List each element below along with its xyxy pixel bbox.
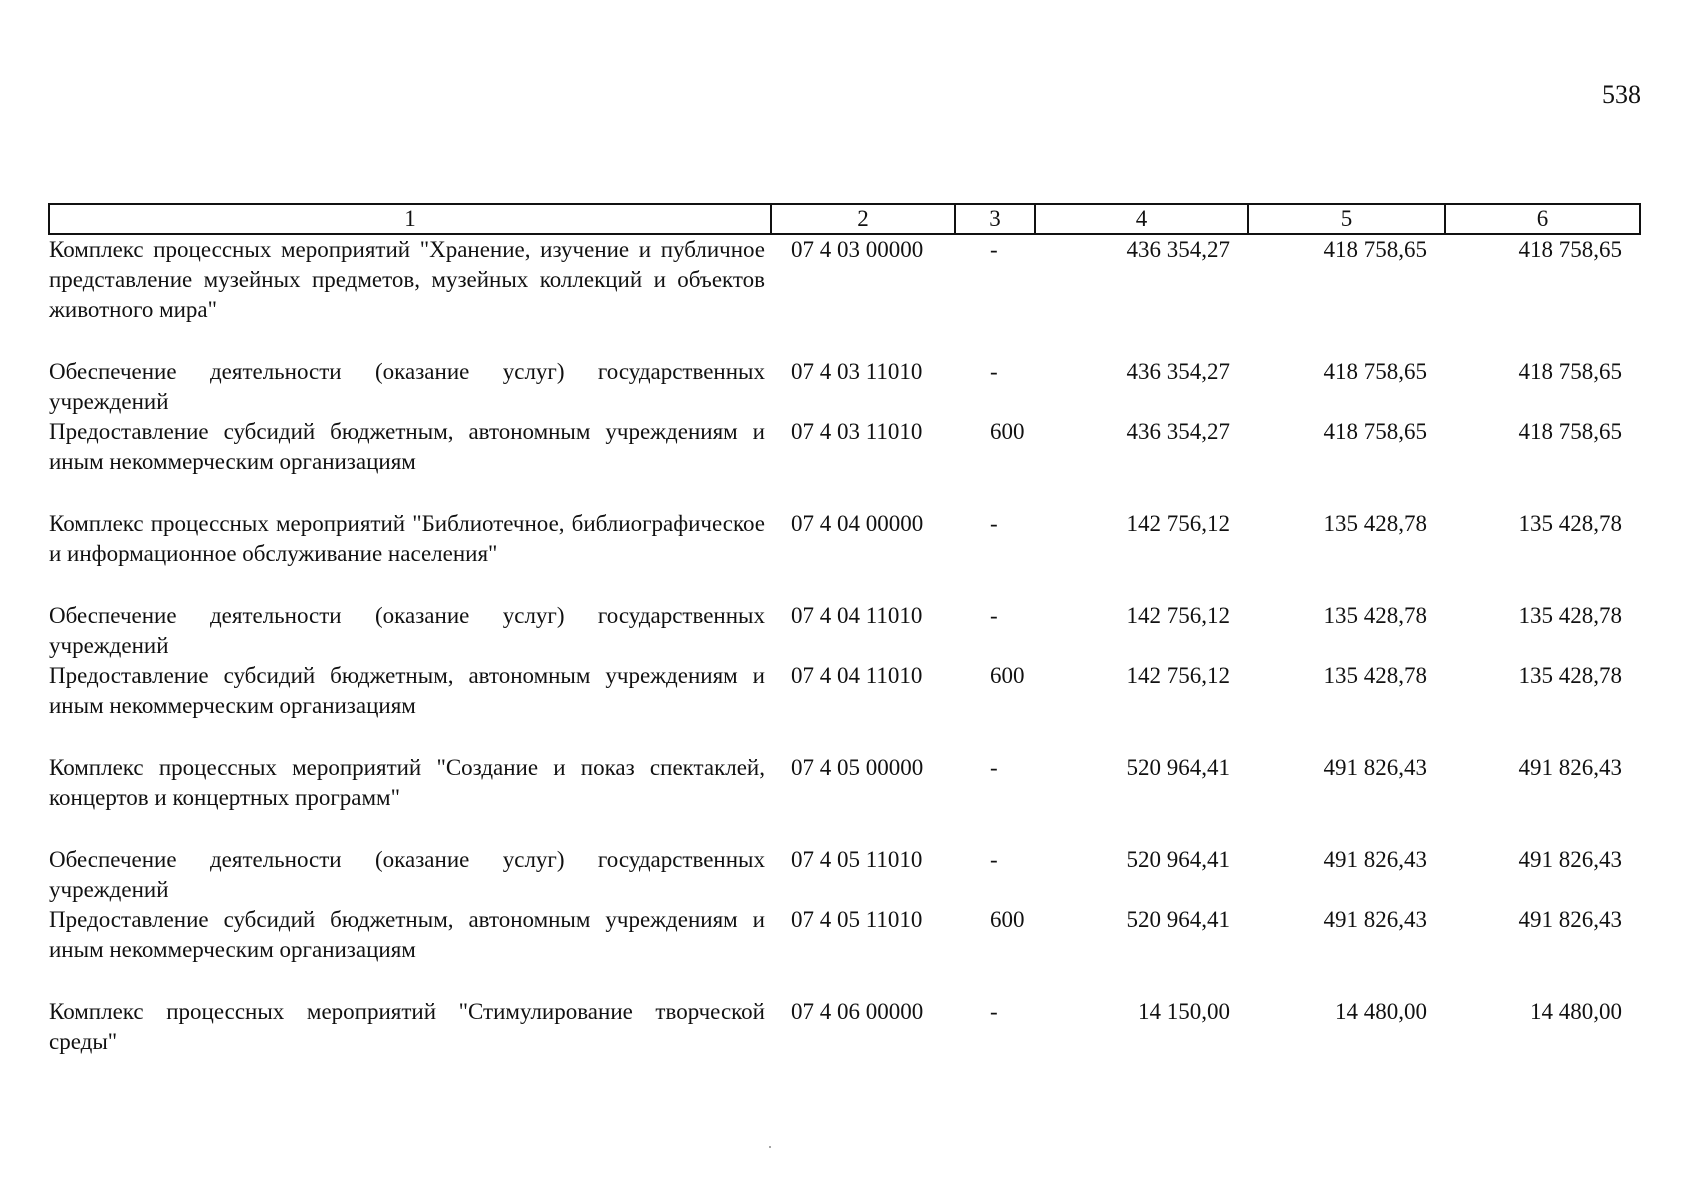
- row-expense-type: -: [990, 847, 998, 872]
- budget-table: [48, 203, 1641, 1057]
- row-value-5: 418 758,65: [1323, 237, 1427, 262]
- header-col-2: 2: [771, 204, 955, 234]
- row-value-5: 491 826,43: [1323, 755, 1427, 780]
- row-value-6: 418 758,65: [1518, 237, 1622, 262]
- row-name: Обеспечение деятельности (оказание услуг) государственных учреждений: [49, 847, 765, 902]
- row-name: Предоставление субсидий бюджетным, автономным учреждениям и иным некоммерческим организациям: [49, 419, 765, 474]
- row-value-5: 418 758,65: [1323, 419, 1427, 444]
- table-row: [49, 661, 1640, 753]
- row-value-4: 520 964,41: [1126, 755, 1230, 780]
- header-col-3: 3: [955, 204, 1035, 234]
- row-expense-type: -: [990, 237, 998, 262]
- row-code: 07 4 04 11010: [791, 663, 923, 688]
- row-code: 07 4 04 11010: [791, 603, 923, 628]
- row-name: Комплекс процессных мероприятий "Библиотечное, библиографическое и информационное обслуживание населения": [49, 511, 765, 566]
- row-expense-type: -: [990, 511, 998, 536]
- row-expense-type: -: [990, 603, 998, 628]
- header-col-6: 6: [1445, 204, 1640, 234]
- table-row: [49, 234, 1640, 357]
- row-value-6: 491 826,43: [1518, 907, 1622, 932]
- row-value-5: 491 826,43: [1323, 847, 1427, 872]
- row-value-5: 14 480,00: [1335, 999, 1427, 1024]
- row-value-6: 14 480,00: [1530, 999, 1622, 1024]
- row-code: 07 4 03 00000: [791, 237, 924, 262]
- row-name: Предоставление субсидий бюджетным, автономным учреждениям и иным некоммерческим организациям: [49, 663, 765, 718]
- table-row: [49, 905, 1640, 997]
- row-expense-type: -: [990, 999, 998, 1024]
- header-col-1: 1: [49, 204, 771, 234]
- table-row: [49, 357, 1640, 417]
- row-expense-type: 600: [990, 907, 1025, 932]
- row-code: 07 4 05 00000: [791, 755, 924, 780]
- row-name: Комплекс процессных мероприятий "Стимулирование творческой среды": [49, 999, 765, 1054]
- row-value-4: 520 964,41: [1126, 847, 1230, 872]
- row-value-6: 491 826,43: [1518, 847, 1622, 872]
- header-col-4: 4: [1035, 204, 1248, 234]
- table-row: [49, 997, 1640, 1057]
- row-value-5: 135 428,78: [1323, 511, 1427, 536]
- row-code: 07 4 05 11010: [791, 907, 923, 932]
- row-value-4: 142 756,12: [1126, 603, 1230, 628]
- row-code: 07 4 03 11010: [791, 419, 923, 444]
- row-expense-type: -: [990, 359, 998, 384]
- table-header: [49, 204, 1640, 234]
- table-row: [49, 845, 1640, 905]
- row-value-4: 436 354,27: [1126, 359, 1230, 384]
- row-code: 07 4 04 00000: [791, 511, 924, 536]
- row-value-5: 135 428,78: [1323, 663, 1427, 688]
- row-value-4: 14 150,00: [1138, 999, 1230, 1024]
- row-expense-type: -: [990, 755, 998, 780]
- table-row: [49, 601, 1640, 661]
- row-value-5: 418 758,65: [1323, 359, 1427, 384]
- row-value-4: 436 354,27: [1126, 237, 1230, 262]
- page-number: 538: [1602, 80, 1641, 109]
- row-name: Обеспечение деятельности (оказание услуг) государственных учреждений: [49, 603, 765, 658]
- row-value-4: 520 964,41: [1126, 907, 1230, 932]
- row-name: Обеспечение деятельности (оказание услуг) государственных учреждений: [49, 359, 765, 414]
- row-name: Комплекс процессных мероприятий "Хранение, изучение и публичное представление музейных предметов, музейных коллекций и объектов животного мира": [49, 237, 765, 322]
- row-value-4: 142 756,12: [1126, 663, 1230, 688]
- row-value-6: 418 758,65: [1518, 359, 1622, 384]
- row-value-6: 135 428,78: [1518, 603, 1622, 628]
- row-value-4: 436 354,27: [1126, 419, 1230, 444]
- row-value-6: 135 428,78: [1518, 511, 1622, 536]
- row-expense-type: 600: [990, 663, 1025, 688]
- row-name: Предоставление субсидий бюджетным, автономным учреждениям и иным некоммерческим организациям: [49, 907, 765, 962]
- row-value-6: 135 428,78: [1518, 663, 1622, 688]
- row-value-5: 135 428,78: [1323, 603, 1427, 628]
- table-row: [49, 753, 1640, 845]
- row-expense-type: 600: [990, 419, 1025, 444]
- row-value-4: 142 756,12: [1126, 511, 1230, 536]
- header-col-5: 5: [1248, 204, 1445, 234]
- row-code: 07 4 03 11010: [791, 359, 923, 384]
- table-row: [49, 417, 1640, 509]
- row-value-5: 491 826,43: [1323, 907, 1427, 932]
- row-code: 07 4 06 00000: [791, 999, 924, 1024]
- table-row: [49, 509, 1640, 601]
- row-code: 07 4 05 11010: [791, 847, 923, 872]
- row-name: Комплекс процессных мероприятий "Создание и показ спектаклей, концертов и концертных программ": [49, 755, 765, 810]
- row-value-6: 491 826,43: [1518, 755, 1622, 780]
- scan-speck: [769, 1146, 771, 1148]
- row-value-6: 418 758,65: [1518, 419, 1622, 444]
